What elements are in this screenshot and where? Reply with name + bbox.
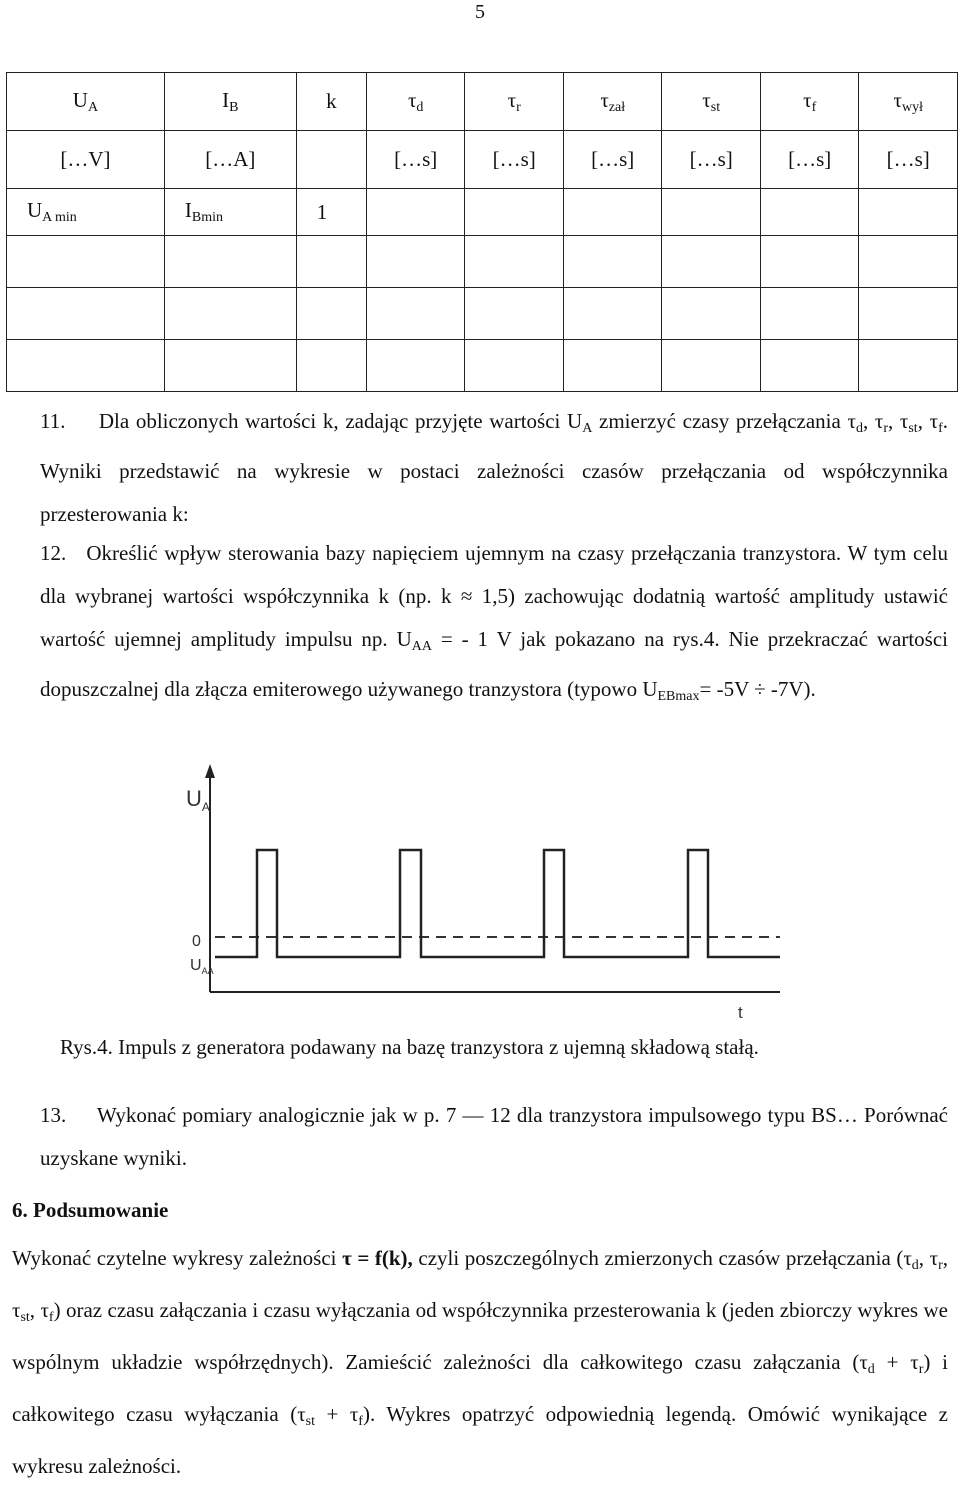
unit-cell: […V] <box>7 131 165 189</box>
section-heading: 6. Podsumowanie <box>12 1198 169 1222</box>
unit-cell <box>296 131 366 189</box>
item-11: 11. Dla obliczonych wartości k, zadając przyjęte wartości $U_A$ zmierzyć czasy przełączania $\tau_d$, $\tau_r$, $\tau_{st}$, $\tau_f$. Wyniki przedstawić na wykresie w postaci zależności czasów przełączania od współczynnika przesterowania k: <box>40 409 948 526</box>
table-cell <box>859 189 958 236</box>
header-cell: $\tau_f$ <box>760 73 859 131</box>
pulse-waveform-figure <box>170 760 790 1030</box>
y-axis-label: $U_A$ <box>186 786 210 814</box>
header-cell: k <box>296 73 366 131</box>
unit-cell: […A] <box>164 131 296 189</box>
pulse-train <box>215 850 780 957</box>
table-cell <box>465 189 564 236</box>
table-header-row <box>7 73 958 131</box>
header-cell: $\tau_{wył}$ <box>859 73 958 131</box>
header-cell: $\tau_{zał}$ <box>563 73 662 131</box>
item-number: 13. <box>40 1103 67 1127</box>
table-cell <box>760 189 859 236</box>
header-cell: $\tau_{st}$ <box>662 73 761 131</box>
unit-cell: […s] <box>760 131 859 189</box>
table-cell <box>563 189 662 236</box>
table-row <box>7 340 958 392</box>
item-13: 13. Wykonać pomiary analogicznie jak w p. 7 — 12 dla tranzystora impulsowego typu BS… Porównać uzyskane wyniki. <box>40 1103 948 1170</box>
header-cell: $U_A$ <box>7 73 165 131</box>
table-row <box>7 288 958 340</box>
zero-label: 0 <box>192 933 201 950</box>
header-cell: $I_B$ <box>164 73 296 131</box>
item-12: 12. Określić wpływ sterowania bazy napięciem ujemnym na czasy przełączania tranzystora. W tym celu dla wybranej wartości współczynnika k (np. k ≈ 1,5) zachowując dodatnią wartość amplitudy ustawić wartość ujemnej amplitudy impulsu np. $U_{AA}$ = - 1 V jak pokazano na rys.4. Nie przekraczać wartości dopuszczalnej dla złącza emiterowego używanego tranzystora (typowo $U_{EBmax}= -5V \div -7V$). <box>40 541 949 704</box>
item-number: 12. <box>40 541 67 565</box>
page-number: 5 <box>475 1 485 23</box>
measurement-table <box>6 72 958 392</box>
table-row <box>7 236 958 288</box>
y-axis-arrow <box>205 764 215 778</box>
header-cell: $\tau_r$ <box>465 73 564 131</box>
unit-cell: […s] <box>859 131 958 189</box>
unit-cell: […s] <box>366 131 465 189</box>
table-cell: $I_{Bmin}$ <box>164 189 296 236</box>
item-number: 11. <box>40 409 66 433</box>
header-cell: $\tau_d$ <box>366 73 465 131</box>
table-row <box>7 189 958 236</box>
unit-cell: […s] <box>662 131 761 189</box>
figure-caption: Rys.4. Impuls z generatora podawany na bazę tranzystora z ujemną składową stałą. <box>60 1035 759 1059</box>
table-units-row <box>7 131 958 189</box>
table-cell <box>366 189 465 236</box>
t-axis-label: t <box>738 1003 743 1022</box>
table-cell <box>662 189 761 236</box>
uaa-label: $U_{AA}$ <box>190 957 214 976</box>
table-cell: $U_{A min}$ <box>7 189 165 236</box>
table-cell: 1 <box>296 189 366 236</box>
unit-cell: […s] <box>465 131 564 189</box>
unit-cell: […s] <box>563 131 662 189</box>
summary-paragraph: Wykonać czytelne wykresy zależności τ = f(k), czyli poszczególnych zmierzonych czasów przełączania ($\tau_d$, $\tau_r$, $\tau_{st}$, $\tau_f$) oraz czasu załączania i czasu wyłączania od współczynnika przesterowania k (jeden zbiorczy wykres we wspólnym układzie współrzędnych). Zamieścić zależności dla całkowitego czasu załączania $(\tau_d + \tau_r)$ i całkowitego czasu wyłączania $(\tau_{st} + \tau_f)$. Wykres opatrzyć odpowiednią legendą. Omówić wynikające z wykresu zależności. <box>12 1246 948 1478</box>
